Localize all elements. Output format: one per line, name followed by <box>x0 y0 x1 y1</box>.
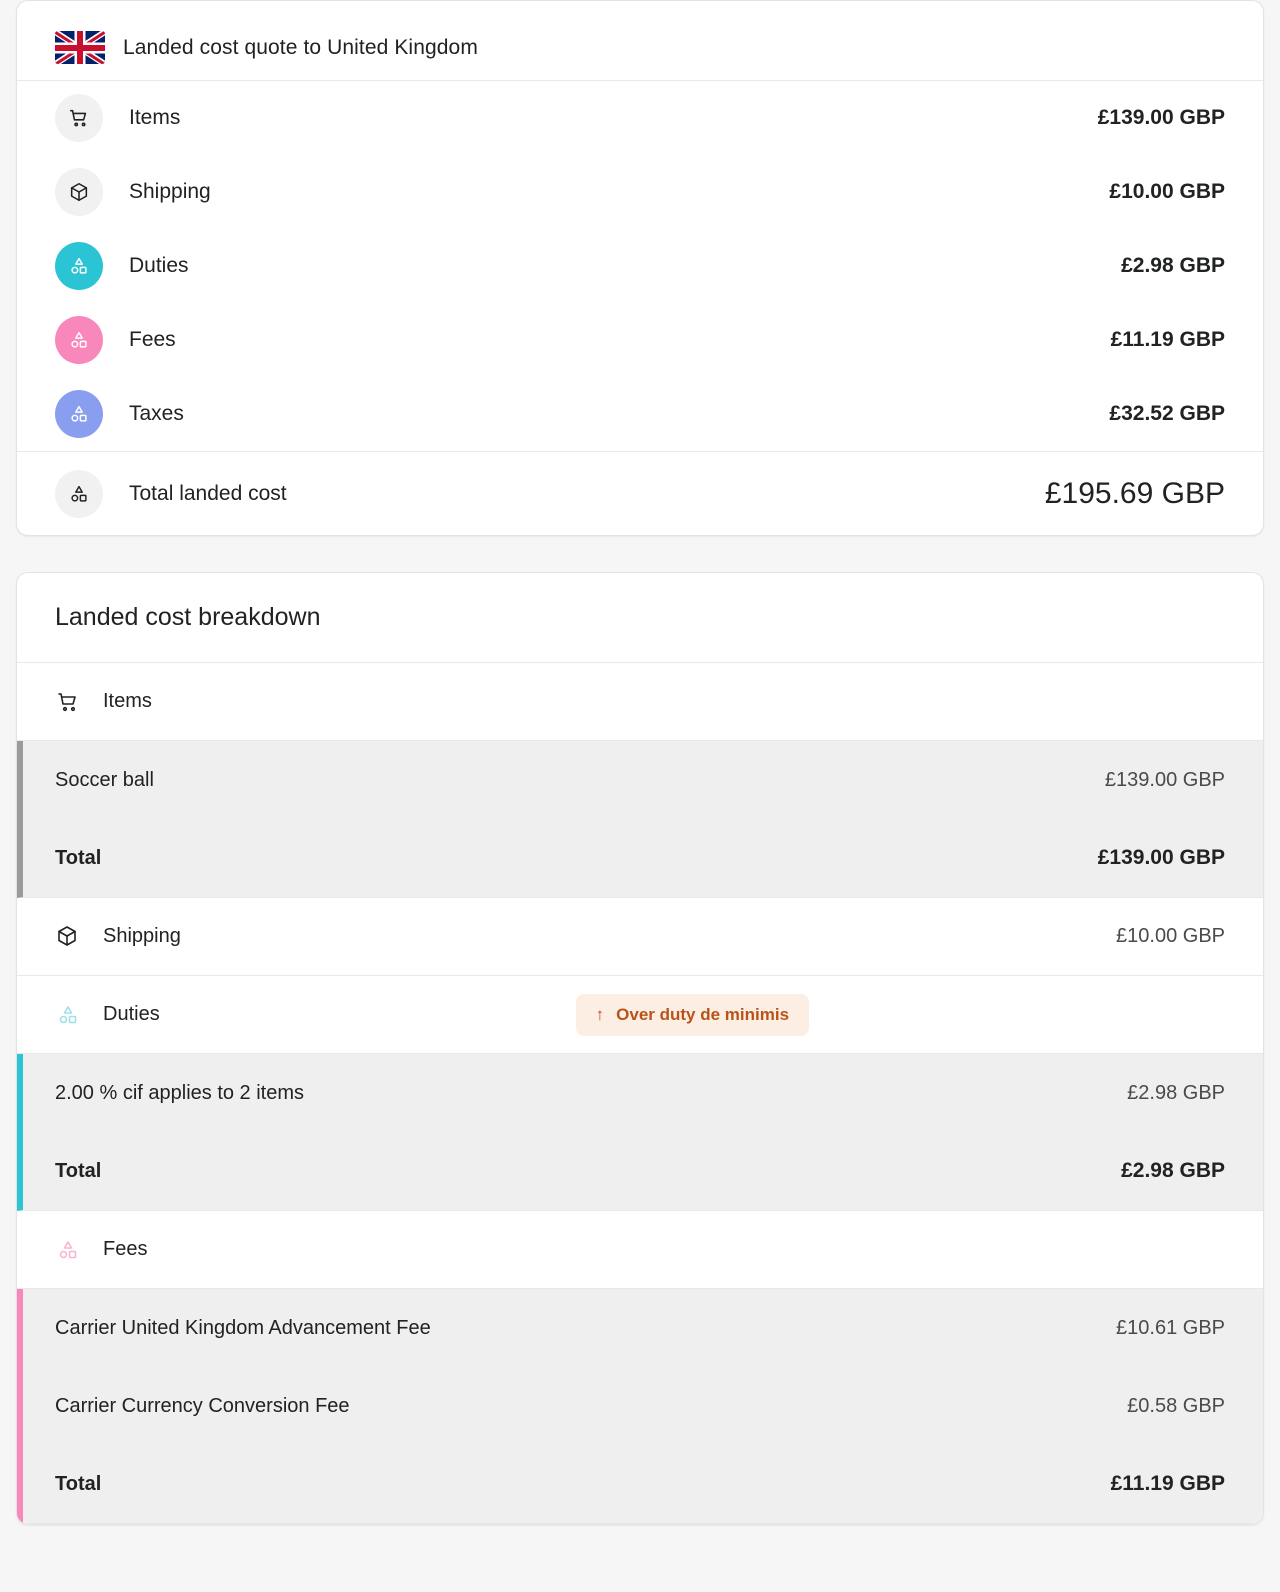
fees-rows <box>17 1289 1263 1524</box>
item-value: £139.00 GBP <box>1104 768 1225 791</box>
fee-value: £0.58 GBP <box>1127 1394 1225 1417</box>
box-icon <box>55 924 81 950</box>
summary-row-duties <box>17 229 1263 303</box>
summary-row-label: Taxes <box>129 402 184 425</box>
total-landed-cost-value: £195.69 GBP <box>1044 476 1225 510</box>
table-row <box>23 1367 1263 1445</box>
summary-row-value: £10.00 GBP <box>1109 180 1225 203</box>
summary-row-value: £32.52 GBP <box>1109 402 1225 425</box>
duties-total-row <box>23 1132 1263 1210</box>
items-total-label: Total <box>55 846 102 869</box>
breakdown-group-shipping <box>17 898 1263 976</box>
summary-header <box>17 1 1263 81</box>
fees-total-value: £11.19 GBP <box>1110 1472 1225 1495</box>
breakdown-header <box>17 573 1263 663</box>
duties-total-value: £2.98 GBP <box>1121 1159 1225 1182</box>
shapes-icon <box>55 470 103 518</box>
total-landed-cost-label: Total landed cost <box>129 481 287 505</box>
landed-cost-breakdown-card <box>16 572 1264 1525</box>
table-row <box>23 1054 1263 1132</box>
items-total-row <box>23 819 1263 897</box>
summary-row-fees <box>17 303 1263 377</box>
breakdown-group-fees <box>17 1211 1263 1289</box>
breakdown-title: Landed cost breakdown <box>55 603 321 631</box>
summary-row-value: £2.98 GBP <box>1121 254 1225 277</box>
duties-total-label: Total <box>55 1159 102 1182</box>
group-label: Fees <box>103 1238 148 1260</box>
items-total-value: £139.00 GBP <box>1097 846 1225 869</box>
status-badge <box>576 994 809 1036</box>
summary-row-value: £139.00 GBP <box>1097 106 1225 129</box>
arrow-up-icon: ↑ <box>595 1004 605 1024</box>
fee-name: Carrier United Kingdom Advancement Fee <box>55 1316 431 1339</box>
group-label: Shipping <box>103 925 181 947</box>
shapes-icon <box>55 1237 81 1263</box>
summary-row-items <box>17 81 1263 155</box>
cart-icon <box>55 94 103 142</box>
fee-value: £10.61 GBP <box>1116 1316 1225 1339</box>
summary-row-taxes <box>17 377 1263 451</box>
duties-rows <box>17 1054 1263 1211</box>
duty-value: £2.98 GBP <box>1127 1081 1225 1104</box>
table-row <box>23 1289 1263 1367</box>
summary-row-label: Duties <box>129 254 189 277</box>
box-icon <box>55 168 103 216</box>
shapes-icon <box>55 390 103 438</box>
item-name: Soccer ball <box>55 768 154 791</box>
fee-name: Carrier Currency Conversion Fee <box>55 1394 350 1417</box>
summary-row-value: £11.19 GBP <box>1110 328 1225 351</box>
uk-flag-icon <box>55 31 105 64</box>
shipping-value: £10.00 GBP <box>1116 925 1225 947</box>
fees-total-row <box>23 1445 1263 1523</box>
shapes-icon <box>55 1002 81 1028</box>
status-badge-text: Over duty de minimis <box>616 1004 790 1024</box>
summary-row-shipping <box>17 155 1263 229</box>
summary-row-label: Fees <box>129 328 176 351</box>
cart-icon <box>55 689 81 715</box>
breakdown-group-items <box>17 663 1263 741</box>
landed-cost-summary-card <box>16 0 1264 536</box>
shapes-icon <box>55 242 103 290</box>
fees-total-label: Total <box>55 1472 102 1495</box>
shapes-icon <box>55 316 103 364</box>
table-row <box>23 741 1263 819</box>
items-rows <box>17 741 1263 898</box>
group-label: Duties <box>103 1003 160 1025</box>
group-label: Items <box>103 690 152 712</box>
summary-title: Landed cost quote to United Kingdom <box>123 35 478 59</box>
breakdown-group-duties <box>17 976 1263 1054</box>
summary-row-label: Items <box>129 106 181 129</box>
duty-rule: 2.00 % cif applies to 2 items <box>55 1081 305 1104</box>
summary-row-label: Shipping <box>129 180 211 203</box>
summary-row-total <box>17 451 1263 535</box>
